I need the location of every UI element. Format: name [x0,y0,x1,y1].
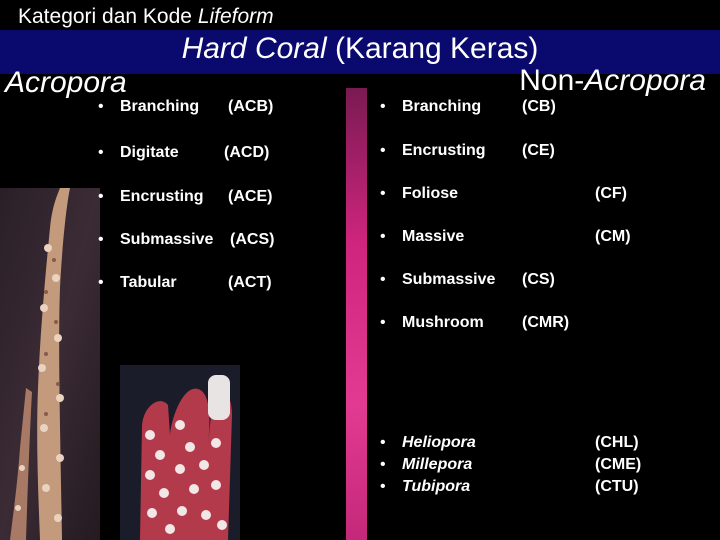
genus-item-millepora [380,456,472,474]
non-acropora-code-cs: (CS) [522,271,555,288]
title-rest: (Karang Keras) [334,32,539,65]
item-label: Tubipora [402,478,471,495]
bullet: • [380,456,386,473]
non-acropora-code-cb: (CB) [522,98,556,115]
bullet: • [98,274,104,291]
item-label: Millepora [402,456,473,473]
non-acropora-prefix: Non- [519,64,585,97]
column-divider-bar [346,88,367,540]
non-acropora-italic: Acropora [584,64,706,97]
item-label: Digitate [120,144,179,161]
item-label: Encrusting [120,188,204,205]
bullet: • [380,271,386,288]
item-label: Submassive [120,231,214,248]
non-acropora-code-cm: (CM) [595,228,631,245]
slide-title [0,32,720,66]
acropora-code-ace: (ACE) [228,188,273,205]
acropora-code-acb: (ACB) [228,98,274,115]
acropora-item-digitate [98,144,179,162]
item-label: Encrusting [402,142,486,159]
bullet: • [98,98,104,115]
non-acropora-code-cf: (CF) [595,185,627,202]
item-label: Heliopora [402,434,476,451]
supertitle-text: Kategori dan Kode [18,5,192,28]
item-label: Foliose [402,185,459,202]
item-label: Massive [402,228,465,245]
item-label: Branching [120,98,200,115]
genus-item-heliopora [380,434,476,452]
bullet: • [380,142,386,159]
item-label: Mushroom [402,314,484,331]
digitate-coral-photo [120,365,240,540]
genus-code-ctu: (CTU) [595,478,639,495]
acropora-code-act: (ACT) [228,274,272,291]
genus-item-tubipora [380,478,470,496]
title-italic: Hard Coral [181,32,327,65]
non-acropora-heading [519,64,706,98]
non-acropora-item-encrusting [380,142,486,160]
bullet: • [380,314,386,331]
non-acropora-item-foliose [380,185,458,203]
item-label: Submassive [402,271,496,288]
acropora-item-encrusting [98,188,204,206]
bullet: • [98,188,104,205]
item-label: Tabular [120,274,177,291]
acropora-item-submassive [98,231,213,249]
supertitle-italic: Lifeform [197,5,274,28]
branching-coral-photo [0,188,100,540]
bullet: • [380,185,386,202]
genus-code-chl: (CHL) [595,434,639,451]
bullet: • [380,228,386,245]
bullet: • [380,434,386,451]
non-acropora-item-submassive [380,271,495,289]
acropora-item-tabular [98,274,177,292]
non-acropora-code-cmr: (CMR) [522,314,570,331]
bullet: • [380,478,386,495]
bullet: • [380,98,386,115]
slide-supertitle [18,5,274,29]
bullet: • [98,231,104,248]
non-acropora-item-mushroom [380,314,484,332]
acropora-code-acs: (ACS) [230,231,275,248]
non-acropora-item-branching [380,98,481,116]
non-acropora-code-ce: (CE) [522,142,555,159]
item-label: Branching [402,98,482,115]
acropora-heading: Acropora [5,66,127,99]
acropora-item-branching [98,98,199,116]
acropora-code-acd: (ACD) [224,144,270,161]
bullet: • [98,144,104,161]
non-acropora-item-massive [380,228,464,246]
genus-code-cme: (CME) [595,456,642,473]
